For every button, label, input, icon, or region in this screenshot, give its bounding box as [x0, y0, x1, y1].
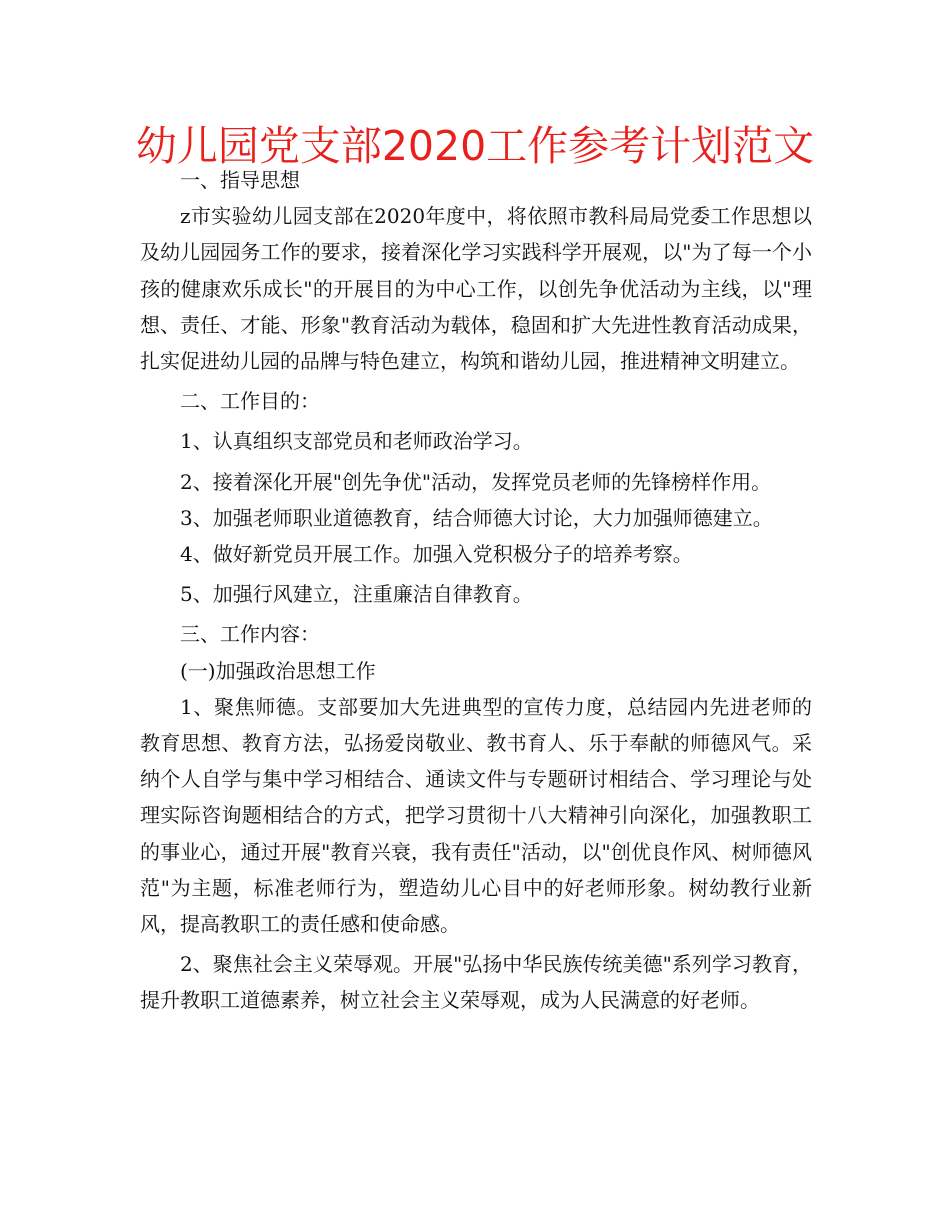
body-paragraph: z市实验幼儿园支部在2020年度中，将依照市教科局局党委工作思想以及幼儿园园务工作的要求，接着深化学习实践科学开展观，以"为了每一个小孩的健康欢乐成长"的开展目的为中心工作，以创先争优活动为主线，以"理想、责任、才能、形象"教育活动为载体，稳固和扩大先进性教育活动成果，扎实促进幼儿园的品牌与特色建立，构筑和谐幼儿园，推进精神文明建立。 [140, 204, 812, 374]
section-heading-guiding-thought: 一、指导思想 [180, 168, 300, 192]
body-paragraph: 1、聚焦师德。支部要加大先进典型的宣传力度，总结园内先进老师的教育思想、教育方法，弘扬爱岗敬业、教书育人、乐于奉献的师德风气。采纳个人自学与集中学习相结合、通读文件与专题研讨相结合、学习理论与处理实际咨询题相结合的方式，把学习贯彻十八大精神引向深化，加强教职工的事业心，通过开展"教育兴衰，我有责任"活动，以"创优良作风、树师德风范"为主题，标准老师行为，塑造幼儿心目中的好老师形象。树幼教行业新风，提高教职工的责任感和使命感。 [140, 694, 812, 937]
list-item: 3、加强老师职业道德教育，结合师德大讨论，大力加强师德建立。 [180, 505, 773, 530]
document-body [140, 162, 812, 1019]
list-item: 5、加强行风建立，注重廉洁自律教育。 [180, 582, 533, 607]
subsection-heading: (一)加强政治思想工作 [180, 658, 376, 683]
document-title: 幼儿园党支部2020工作参考计划范文 [135, 122, 815, 170]
section-heading-work-content: 三、工作内容： [180, 622, 320, 647]
list-item: 2、接着深化开展"创先争优"活动，发挥党员老师的先锋榜样作用。 [180, 469, 772, 494]
section-heading-work-goals: 二、工作目的： [180, 389, 320, 414]
list-item: 1、认真组织支部党员和老师政治学习。 [180, 429, 533, 454]
body-paragraph: 2、聚焦社会主义荣辱观。开展"弘扬中华民族传统美德"系列学习教育，提升教职工道德素养，树立社会主义荣辱观，成为人民满意的好老师。 [140, 952, 812, 1013]
list-item: 4、做好新党员开展工作。加强入党积极分子的培养考察。 [180, 542, 693, 567]
